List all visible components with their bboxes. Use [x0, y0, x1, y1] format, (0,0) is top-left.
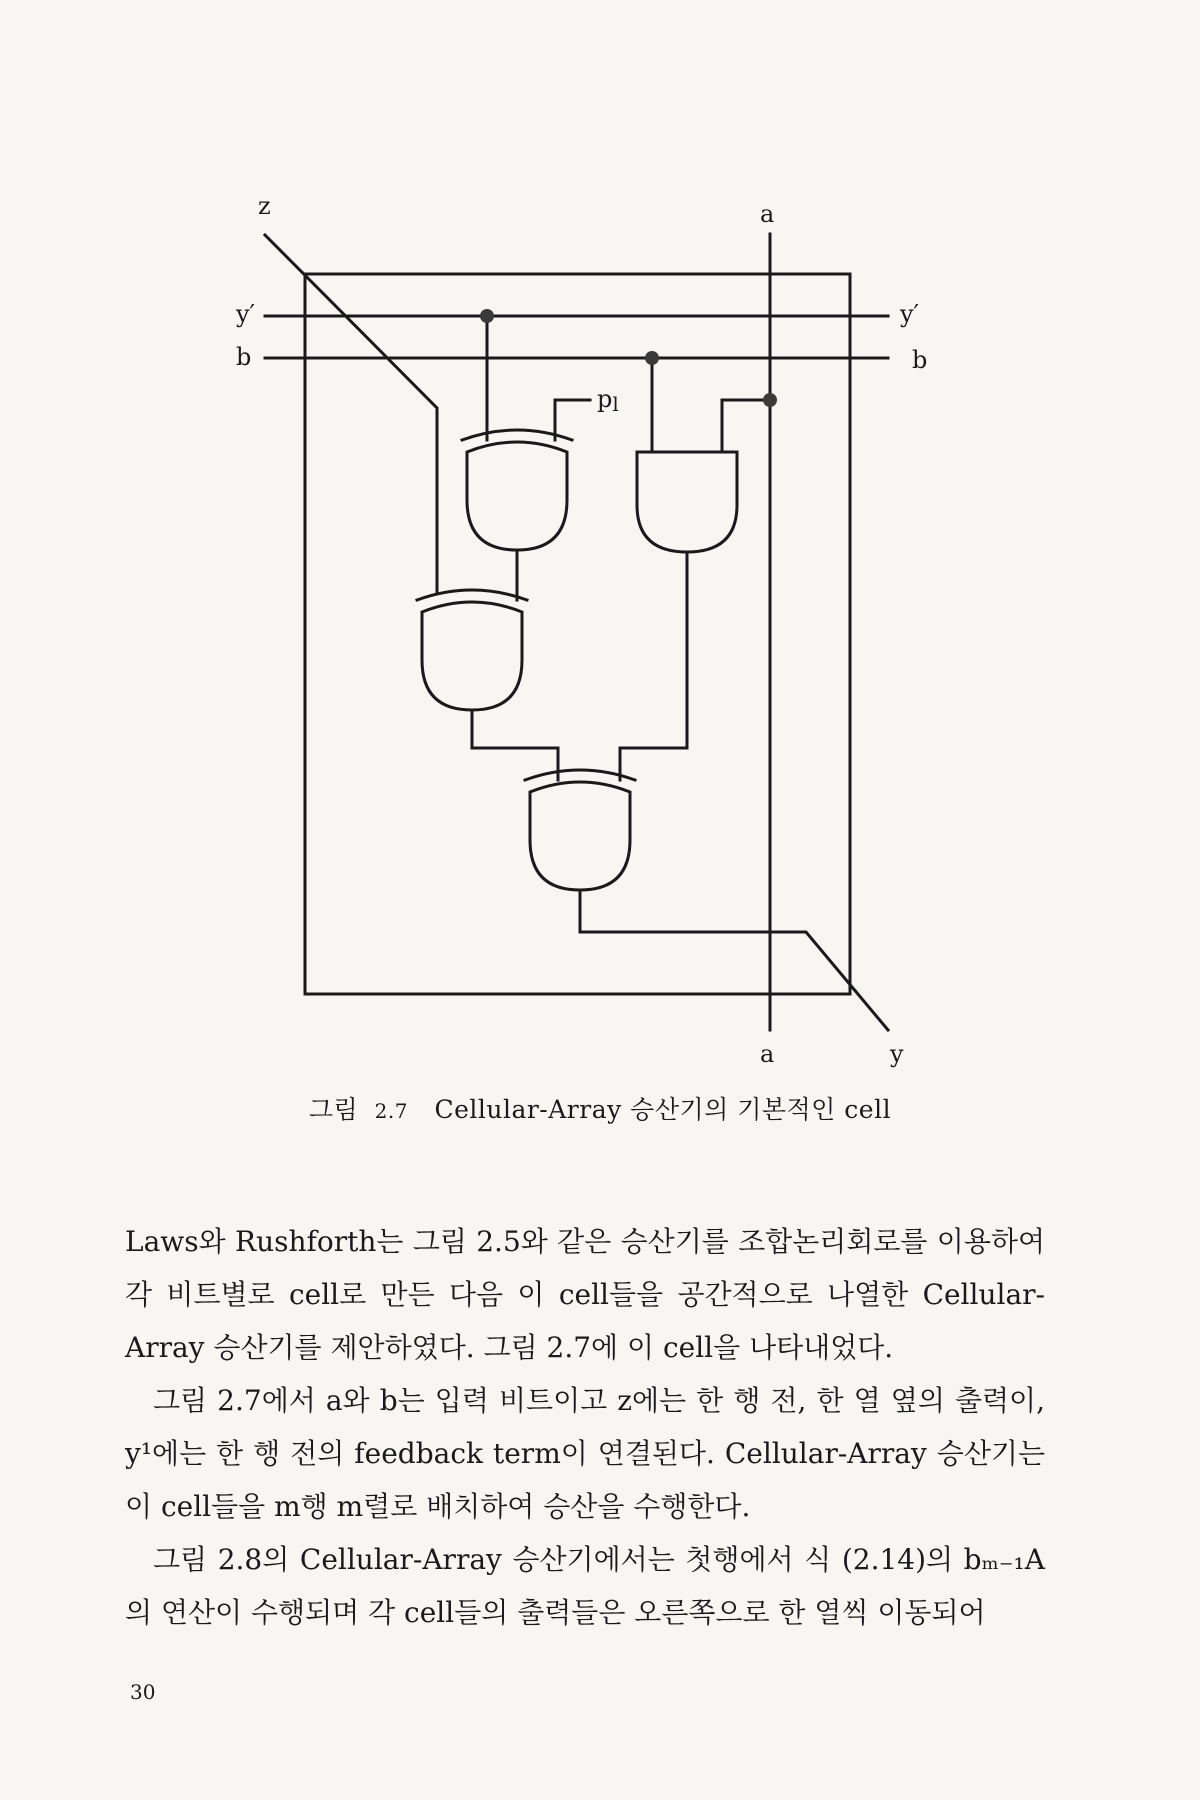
caption-number: 2.7 [374, 1099, 408, 1123]
xor2-out [472, 710, 558, 780]
junction-dot [763, 393, 777, 407]
and-gate [637, 452, 737, 552]
a-tap [722, 400, 770, 452]
p-wire [555, 400, 590, 440]
label-z: z [258, 192, 271, 220]
figure-caption [0, 1090, 1200, 1126]
label-b-right: b [912, 346, 928, 374]
page-number: 30 [130, 1680, 156, 1704]
body-text [125, 1215, 1045, 1639]
label-a-top: a [760, 200, 775, 228]
and-out [620, 552, 687, 780]
xor-gate-3 [525, 770, 635, 890]
label-y: y [890, 1040, 904, 1068]
junction-dot [480, 309, 494, 323]
caption-text: Cellular-Array 승산기의 기본적인 cell [434, 1095, 892, 1124]
xor-gate-1 [462, 430, 572, 550]
label-y-prime-right: y′ [900, 300, 920, 328]
label-b-left: b [236, 343, 252, 371]
label-p: pl [597, 385, 619, 416]
label-a-bottom: a [760, 1040, 775, 1068]
label-y-prime-left: y′ [236, 300, 256, 328]
xor-gate-2 [417, 590, 527, 710]
paragraph-2: 그림 2.7에서 a와 b는 입력 비트이고 z에는 한 행 전, 한 열 옆의 출력이, y¹에는 한 행 전의 feedback term이 연결된다. Cellular-Array 승산기는 이 cell들을 m행 m렬로 배치하여 승산을 수행한다. [125, 1384, 1045, 1523]
junction-dot [645, 351, 659, 365]
z-line [265, 235, 437, 592]
y-out-line [580, 890, 888, 1030]
paragraph-1: Laws와 Rushforth는 그림 2.5와 같은 승산기를 조합논리회로를 이용하여 각 비트별로 cell로 만든 다음 이 cell들을 공간적으로 나열한 Cellular-Array 승산기를 제안하였다. 그림 2.7에 이 cell을 나타내었다. [125, 1225, 1045, 1364]
caption-prefix: 그림 [308, 1095, 359, 1124]
paragraph-3: 그림 2.8의 Cellular-Array 승산기에서는 첫행에서 식 (2.14)의 bₘ₋₁A의 연산이 수행되며 각 cell들의 출력들은 오른쪽으로 한 열씩 이동되어 [125, 1543, 1045, 1629]
